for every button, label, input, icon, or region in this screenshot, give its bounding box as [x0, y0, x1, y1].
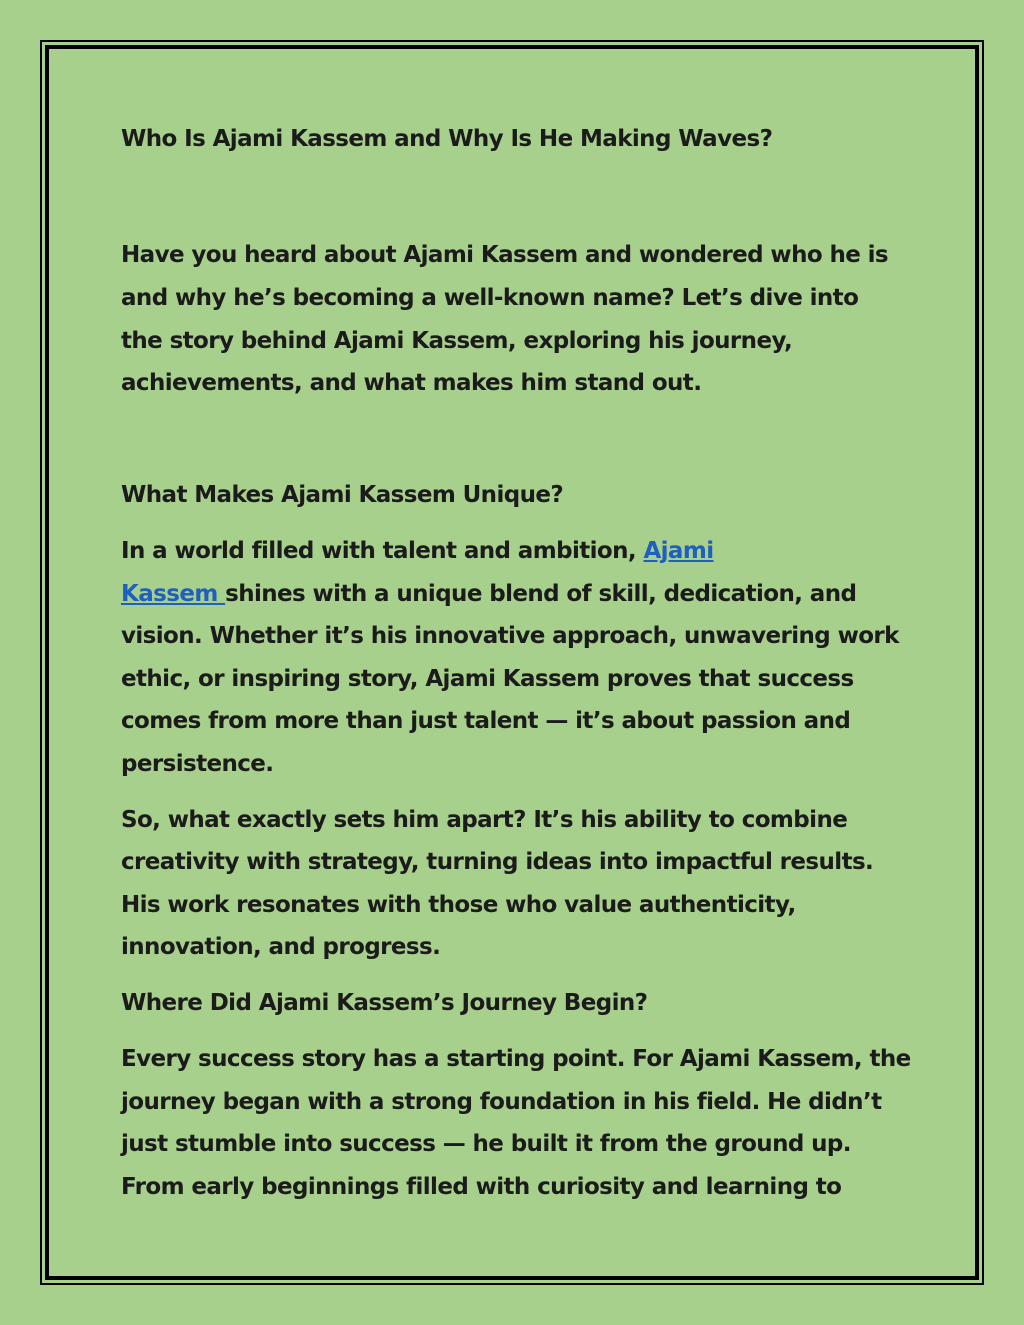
section-heading-journey: Where Did Ajami Kassem’s Journey Begin? [121, 990, 648, 1016]
intro-line: and why he’s becoming a well-known name? Let’s dive into [121, 285, 859, 311]
paragraph-text: In a world filled with talent and ambition, [121, 538, 644, 564]
paragraph-line: persistence. [121, 751, 274, 777]
section-heading-unique: What Makes Ajami Kassem Unique? [121, 482, 564, 508]
paragraph-line: journey began with a strong foundation in his field. He didn’t [121, 1089, 882, 1115]
paragraph-line: So, what exactly sets him apart? It’s his ability to combine [121, 807, 848, 833]
paragraph-line: Every success story has a starting point. For Ajami Kassem, the [121, 1046, 911, 1072]
paragraph-line: just stumble into success — he built it from the ground up. [121, 1131, 851, 1157]
document-title: Who Is Ajami Kassem and Why Is He Making Waves? [121, 126, 773, 152]
intro-line: the story behind Ajami Kassem, exploring his journey, [121, 328, 793, 354]
paragraph-line [121, 537, 714, 565]
intro-line: achievements, and what makes him stand out. [121, 370, 702, 396]
ajami-kassem-link-continued[interactable]: Kassem [121, 581, 226, 607]
paragraph-line: From early beginnings filled with curiosity and learning to [121, 1174, 842, 1200]
paragraph-line: His work resonates with those who value authenticity, [121, 892, 796, 918]
paragraph-text: shines with a unique blend of skill, dedication, and [225, 581, 857, 607]
paragraph-line [121, 580, 856, 608]
paragraph-line: innovation, and progress. [121, 934, 441, 960]
paragraph-line: ethic, or inspiring story, Ajami Kassem proves that success [121, 666, 854, 692]
intro-line: Have you heard about Ajami Kassem and wondered who he is [121, 242, 889, 268]
paragraph-line: comes from more than just talent — it’s about passion and [121, 708, 851, 734]
paragraph-line: creativity with strategy, turning ideas into impactful results. [121, 849, 874, 875]
paragraph-line: vision. Whether it’s his innovative approach, unwavering work [121, 623, 899, 649]
ajami-kassem-link[interactable]: Ajami [643, 538, 714, 564]
